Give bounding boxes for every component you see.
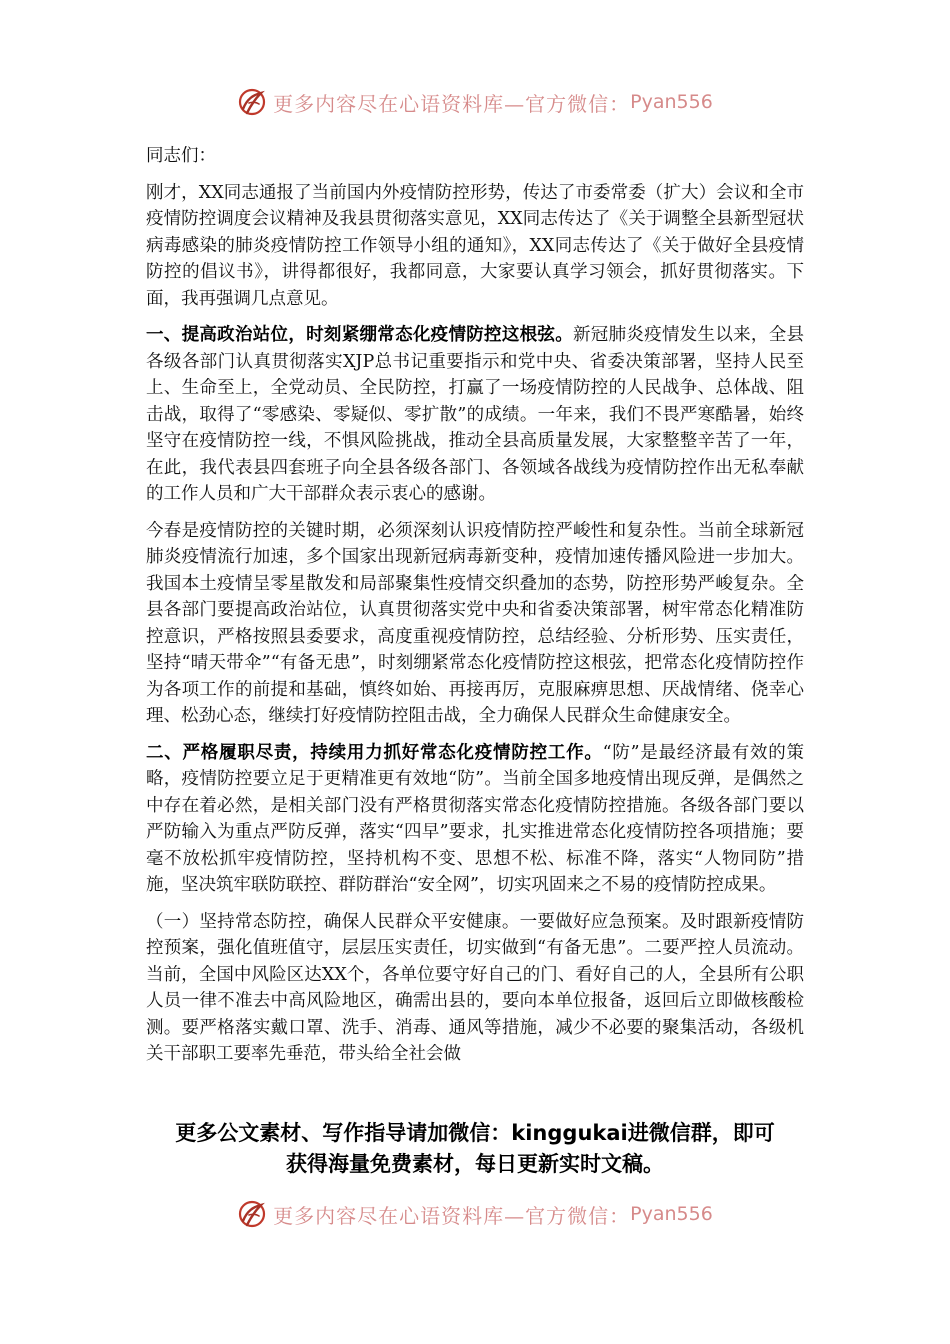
section-2-heading: 二、严格履职尽责，持续用力抓好常态化疫情防控工作。 (146, 742, 603, 763)
brush-signature-icon (237, 87, 267, 117)
promo-line-1: 更多公文素材、写作指导请加微信：kinggukai进微信群，即可 (175, 1121, 775, 1145)
section-1-paragraph-2: 今春是疫情防控的关键时期，必须深刻认识疫情防控严峻性和复杂性。当前全球新冠肺炎疫情流行加速，多个国家出现新冠病毒新变种，疫情加速传播风险进一步加大。我国本土疫情呈零星散发和局部聚集性疫情交织叠加的态势，防控形势严峻复杂。全县各部门要提高政治站位，认真贯彻落实党中央和省委决策部署，树牢常态化精准防控意识，严格按照县委要求，高度重视疫情防控，总结经验、分析形势、压实责任，坚持“晴天带伞”“有备无患”，时刻绷紧常态化疫情防控这根弦，把常态化疫情防控作为各项工作的前提和基础，慎终如始、再接再厉，克服麻痹思想、厌战情绪、侥幸心理、松劲心态，继续打好疫情防控阻击战，全力确保人民群众生命健康安全。 (146, 520, 804, 726)
promo-block (120, 1118, 830, 1180)
intro-paragraph: 刚才，XX同志通报了当前国内外疫情防控形势，传达了市委常委（扩大）会议和全市疫情防控调度会议精神及我县贯彻落实意见，XX同志传达了《关于调整全县新型冠状病毒感染的肺炎疫情防控工作领导小组的通知》，XX同志传达了《关于做好全县疫情防控的倡议书》，讲得都很好，我都同意，大家要认真学习领会，抓好贯彻落实。下面，我再强调几点意见。 (146, 182, 804, 309)
header-banner-wechat-id: Pyan556 (630, 91, 713, 113)
header-banner-text: 更多内容尽在心语资料库—官方微信： (273, 91, 631, 116)
section-2-paragraph (146, 740, 804, 899)
footer-banner (0, 1194, 950, 1234)
document-body (146, 143, 804, 1078)
section-2-body: “防”是最经济最有效的策略，疫情防控要立足于更精准更有效地“防”。当前全国多地疫情出现反弹，是偶然之中存在着必然，是相关部门没有严格贯彻落实常态化疫情防控措施。各级各部门要以严防输入为重点严防反弹，落实“四早”要求，扎实推进常态化疫情防控各项措施；要毫不放松抓牢疫情防控，坚持机构不变、思想不松、标准不降，落实“人物同防”措施，坚决筑牢联防联控、群防群治“安全网”，切实巩固来之不易的疫情防控成果。 (146, 742, 804, 895)
section-1-heading: 一、提高政治站位，时刻紧绷常态化疫情防控这根弦。 (146, 325, 573, 345)
header-banner (0, 82, 950, 122)
footer-banner-wechat-id: Pyan556 (630, 1203, 713, 1225)
salutation: 同志们： (146, 146, 216, 166)
promo-line-2: 获得海量免费素材，每日更新实时文稿。 (286, 1152, 664, 1176)
section-1-paragraph (146, 322, 804, 508)
section-1-body: 新冠肺炎疫情发生以来，全县各级各部门认真贯彻落实XJP总书记重要指示和党中央、省委决策部署，坚持人民至上、生命至上，全党动员、全民防控，打赢了一场疫情防控的人民战争、总体战、阻击战，取得了“零感染、零疑似、零扩散”的成绩。一年来，我们不畏严寒酷暑，始终坚守在疫情防控一线，不惧风险挑战，推动全县高质量发展，大家整整辛苦了一年，在此，我代表县四套班子向全县各级各部门、各领域各战线为疫情防控作出无私奉献的工作人员和广大干部群众表示衷心的感谢。 (146, 325, 804, 504)
brush-signature-icon (237, 1199, 267, 1229)
footer-banner-text: 更多内容尽在心语资料库—官方微信： (273, 1203, 631, 1228)
section-2-paragraph-2: （一）坚持常态防控，确保人民群众平安健康。一要做好应急预案。及时跟新疫情防控预案，强化值班值守，层层压实责任，切实做到“有备无患”。二要严控人员流动。当前，全国中风险区达XX个，各单位要守好自己的门、看好自己的人，全县所有公职人员一律不准去中高风险地区，确需出县的，要向本单位报备，返回后立即做核酸检测。要严格落实戴口罩、洗手、消毒、通风等措施，减少不必要的聚集活动，各级机关干部职工要率先垂范，带头给全社会做 (146, 911, 804, 1064)
